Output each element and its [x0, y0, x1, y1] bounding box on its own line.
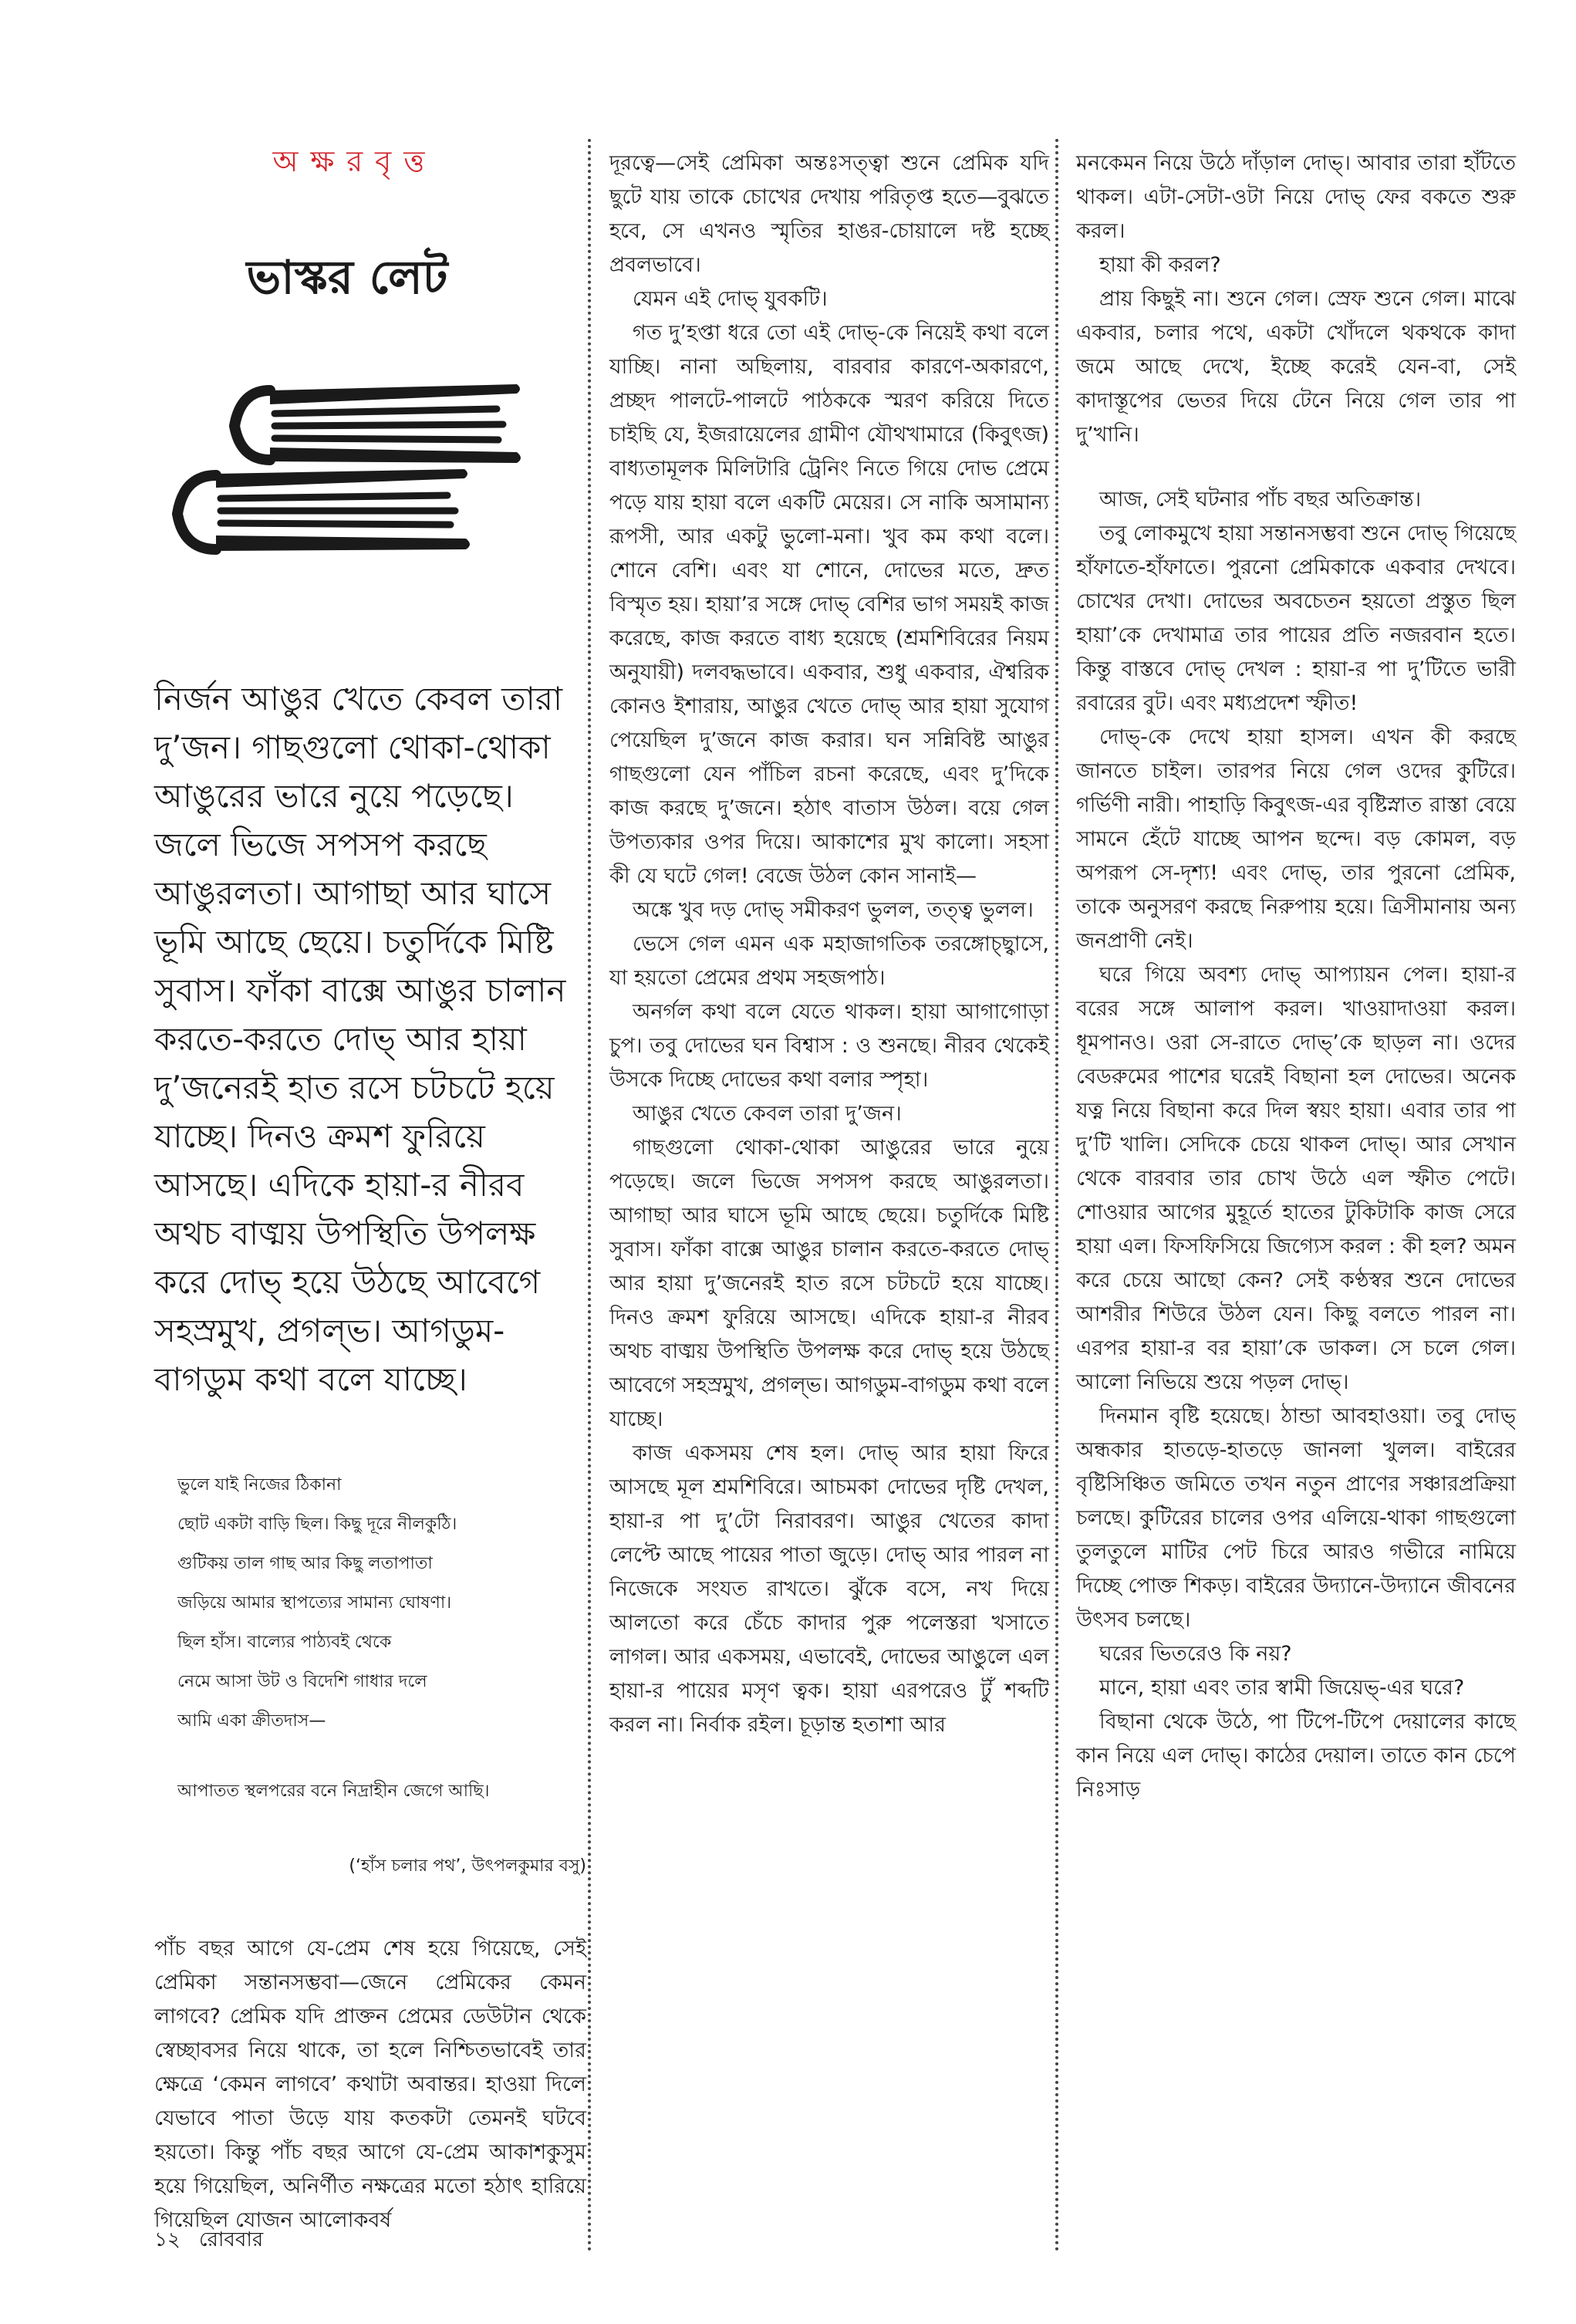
paragraph: ঘরের ভিতরেও কি নয়? [1099, 1642, 1292, 1666]
paragraph: তবু লোকমুখে হায়া সন্তানসম্ভবা শুনে দোভ্ গিয়েছে হাঁফাতে-হাঁফাতে। পুরনো প্রেমিকাকে একবার দেখবে। চোখের দেখা। দোভের অবচেতন হয়তো প্রস্তুত ছিল হায়া’কে দেখামাত্র তার পায়ের প্রতি নজরবান হতে। কিন্তু বাস্তবে দোভ্ দেখল : হায়া-র পা দু’টিতে ভারী রবারের বুট। এবং মধ্যপ্রদেশ স্ফীত! [1076, 522, 1516, 715]
poem-line: আমি একা ক্রীতদাস— [177, 1711, 326, 1731]
column-1 [154, 139, 586, 2238]
paragraph: কাজ একসময় শেষ হল। দোভ্ আর হায়া ফিরে আসছে মূল শ্রমশিবিরে। আচমকা দোভের দৃষ্টি দেখল, হায়া-র পা দু’টো নিরাবরণ। আঙুর খেতের কাদা লেপ্টে আছে পায়ের পাতা জুড়ে। দোভ্ আর পারল না নিজেকে সংযত রাখতে। ঝুঁকে বসে, নখ দিয়ে আলতো করে চেঁচে কাদার পুরু পলেস্তরা খসাতে লাগল। আর একসময়, এভাবেই, দোভের আঙুলে এল হায়া-র পায়ের মসৃণ ত্বক। হায়া এরপরেও টুঁ শব্দটি করল না। নির্বাক রইল। চূড়ান্ত হতাশা আর [609, 1441, 1049, 1737]
poem-quote [177, 1465, 586, 1886]
paragraph: দূরত্বে—সেই প্রেমিকা অন্তঃসত্ত্বা শুনে প্রেমিক যদি ছুটে যায় তাকে চোখের দেখায় পরিতৃপ্ত হতে—বুঝতে হবে, সে এখনও স্মৃতির হাঙর-চোয়ালে দষ্ট হচ্ছে প্রবলভাবে। [609, 151, 1049, 277]
poem-line: ছিল হাঁস। বাল্যের পাঠ্যবই থেকে [177, 1633, 392, 1652]
article-body-col2 [609, 147, 1049, 1742]
column-2 [609, 147, 1049, 1742]
article-body-col1 [154, 1932, 586, 2238]
column-divider [1055, 139, 1058, 2253]
stacked-books-icon [154, 373, 540, 605]
paragraph: যেমন এই দোভ্ যুবকটি। [633, 287, 828, 311]
paragraph: বিছানা থেকে উঠে, পা টিপে-টিপে দেয়ালের কাছে কান নিয়ে এল দোভ্। কাঠের দেয়াল। তাতে কান চেপে নিঃসাড় [1076, 1710, 1516, 1802]
page-number: ১২ [154, 2228, 181, 2251]
paragraph: গাছগুলো থোকা-থোকা আঙুরের ভারে নুয়ে পড়েছে। জলে ভিজে সপসপ করছে আঙুরলতা। আগাছা আর ঘাসে ভূমি আছে ছেয়ে। চতুর্দিকে মিষ্টি সুবাস। ফাঁকা বাক্সে আঙুর চালান করতে-করতে দোভ্ আর হায়া দু’জনেরই হাত রসে চটচটে হয়ে যাচ্ছে। দিনও ক্রমশ ফুরিয়ে আসছে। এদিকে হায়া-র নীরব অথচ বাঙ্ময় উপস্থিতি উপলক্ষ করে দোভ্ হয়ে উঠছে আবেগে সহস্রমুখ, প্রগল্ভ। আগডুম-বাগডুম কথা বলে যাচ্ছে। [609, 1136, 1049, 1431]
author-name: ভাস্কর লেট [246, 251, 448, 305]
column-divider [588, 139, 591, 2253]
paragraph: আজ, সেই ঘটনার পাঁচ বছর অতিক্রান্ত। [1099, 488, 1422, 512]
column-3 [1076, 147, 1516, 1807]
poem-line: গুটিকয় তাল গাছ আর কিছু লতাপাতা [177, 1554, 433, 1573]
paragraph: গত দু’হপ্তা ধরে তো এই দোভ্-কে নিয়েই কথা বলে যাচ্ছি। নানা অছিলায়, বারবার কারণে-অকারণে, প্রচ্ছদ পালটে-পালটে পাঠককে স্মরণ করিয়ে দিতে চাইছি যে, ইজরায়েলের গ্রামীণ যৌথখামারে (কিবুৎজ) বাধ্যতামূলক মিলিটারি ট্রেনিং নিতে গিয়ে দোভ প্রেমে পড়ে যায় হায়া বলে একটি মেয়ের। সে নাকি অসামান্য রূপসী, আর একটু ভুলো-মনা। খুব কম কথা বলে। শোনে বেশি। এবং যা শোনে, দোভের মতে, দ্রুত বিস্মৃত হয়। হায়া’র সঙ্গে দোভ্ বেশির ভাগ সময়ই কাজ করেছে, কাজ করতে বাধ্য হয়েছে (শ্রমশিবিরের নিয়ম অনুযায়ী) দলবদ্ধভাবে। একবার, শুধু একবার, ঐশ্বরিক কোনও ইশারায়, আঙুর খেতে দোভ্ আর হায়া সুযোগ পেয়েছিল দু’জনে কাজ করার। ঘন সন্নিবিষ্ট আঙুর গাছগুলো যেন পাঁচিল রচনা করেছে, এবং দু’দিকে কাজ করছে দু’জনে। হঠাৎ বাতাস উঠল। বয়ে গেল উপত্যকার ওপর দিয়ে। আকাশের মুখ কালো। সহসা কী যে ঘটে গেল! বেজে উঠল কোন সানাই— [609, 321, 1049, 888]
paragraph: ঘরে গিয়ে অবশ্য দোভ্ আপ্যায়ন পেল। হায়া-র বরের সঙ্গে আলাপ করল। খাওয়াদাওয়া করল। ধূমপানও। ওরা সে-রাতে দোভ্’কে ছাড়ল না। ওদের বেডরুমের পাশের ঘরেই বিছানা হল দোভের। অনেক যত্ন নিয়ে বিছানা করে দিল স্বয়ং হায়া। এবার তার পা দু’টি খালি। সেদিকে চেয়ে থাকল দোভ্। আর সেখান থেকে বারবার তার চোখ উঠে এল স্ফীত পেটে। শোওয়ার আগের মুহূর্তে হাতের টুকিটাকি কাজ সেরে হায়া এল। ফিসফিসিয়ে জিগ্যেস করল : কী হল? অমন করে চেয়ে আছো কেন? সেই কণ্ঠস্বর শুনে দোভের আশরীর শিউরে উঠল যেন। কিছু বলতে পারল না। এরপর হায়া-র বর হায়া’কে ডাকল। সে চলে গেল। আলো নিভিয়ে শুয়ে পড়ল দোভ্। [1076, 963, 1516, 1394]
paragraph: আঙুর খেতে কেবল তারা দু’জন। [633, 1102, 902, 1126]
poem-line: আপাতত স্থলপরের বনে নিদ্রাহীন জেগে আছি। [177, 1782, 490, 1801]
paragraph: ভেসে গেল এমন এক মহাজাগতিক তরঙ্গোচ্ছ্বাসে, যা হয়তো প্রেমের প্রথম সহজপাঠ। [609, 932, 1049, 990]
page-footer [154, 2224, 275, 2258]
paragraph: অনর্গল কথা বলে যেতে থাকল। হায়া আগাগোড়া চুপ। তবু দোভের ঘন বিশ্বাস : ও শুনছে। নীরব থেকেই উসকে দিচ্ছে দোভের কথা বলার স্পৃহা। [609, 1000, 1049, 1092]
paragraph: দোভ্-কে দেখে হায়া হাসল। এখন কী করছে জানতে চাইল। তারপর নিয়ে গেল ওদের কুটিরে। গর্ভিণী নারী। পাহাড়ি কিবুৎজ-এর বৃষ্টিস্নাত রাস্তা বেয়ে সামনে হেঁটে যাচ্ছে আপন ছন্দে। বড় কোমল, বড় অপরূপ সে-দৃশ্য! এবং দোভ্, তার পুরনো প্রেমিক, তাকে অনুসরণ করছে নিরুপায় হয়ে। ত্রিসীমানায় অন্য জনপ্রাণী নেই। [1076, 725, 1516, 953]
section-label: অক্ষরবৃত্ত [272, 144, 437, 178]
paragraph: হায়া কী করল? [1099, 253, 1221, 277]
lead-paragraph [154, 674, 586, 1404]
paragraph: পাঁচ বছর আগে যে-প্রেম শেষ হয়ে গিয়েছে, সেই প্রেমিকা সন্তানসম্ভবা—জেনে প্রেমিকের কেমন লাগবে? প্রেমিক যদি প্রাক্তন প্রেমের ডেউটান থেকে স্বেচ্ছাবসর নিয়ে থাকে, তা হলে নিশ্চিতভাবেই তার ক্ষেত্রে ‘কেমন লাগবে’ কথাটা অবান্তর। হাওয়া দিলে যেভাবে পাতা উড়ে যায় কতকটা তেমনই ঘটবে হয়তো। কিন্তু পাঁচ বছর আগে যে-প্রেম আকাশকুসুম হয়ে গিয়েছিল, অনির্ণীত নক্ষত্রের মতো হঠাৎ হারিয়ে গিয়েছিল যোজন আলোকবর্ষ [154, 1937, 586, 2232]
poem-line: নেমে আসা উট ও বিদেশি গাধার দলে [177, 1672, 427, 1691]
lead-text: নির্জন আঙুর খেতে কেবল তারা দু’জন। গাছগুলো থোকা-থোকা আঙুরের ভারে নুয়ে পড়েছে। জলে ভিজে সপসপ করছে আঙুরলতা। আগাছা আর ঘাসে ভূমি আছে ছেয়ে। চতুর্দিকে মিষ্টি সুবাস। ফাঁকা বাক্সে আঙুর চালান করতে-করতে দোভ্ আর হায়া দু’জনেরই হাত রসে চটচটে হয়ে যাচ্ছে। দিনও ক্রমশ ফুরিয়ে আসছে। এদিকে হায়া-র নীরব অথচ বাঙ্ময় উপস্থিতি উপলক্ষ করে দোভ্ হয়ে উঠছে আবেগে সহস্রমুখ, প্রগল্ভ। আগডুম-বাগডুম কথা বলে যাচ্ছে। [154, 680, 566, 1398]
paragraph: দিনমান বৃষ্টি হয়েছে। ঠান্ডা আবহাওয়া। তবু দোভ্ অন্ধকার হাতড়ে-হাতড়ে জানলা খুলল। বাইরের বৃষ্টিসিঞ্চিত জমিতে তখন নতুন প্রাণের সঞ্চারপ্রক্রিয়া চলছে। কুটিরের চালের ওপর এলিয়ে-থাকা গাছগুলো তুলতুলে মাটির পেট চিরে আরও গভীরে নামিয়ে দিচ্ছে পোক্ত শিকড়। বাইরের উদ্যানে-উদ্যানে জীবনের উৎসব চলছে। [1076, 1404, 1516, 1632]
paragraph: মানে, হায়া এবং তার স্বামী জিয়েভ্-এর ঘরে? [1099, 1676, 1465, 1700]
paragraph: প্রায় কিছুই না। শুনে গেল। স্রেফ শুনে গেল। মাঝে একবার, চলার পথে, একটা খোঁদলে থকথকে কাদা জমে আছে দেখে, ইচ্ছে করেই যেন-বা, সেই কাদাস্তূপের ভেতর দিয়ে টেনে নিয়ে গেল তার পা দু’খানি। [1076, 287, 1516, 447]
article-body-col3 [1076, 147, 1516, 1807]
poem-line: ভুলে যাই নিজের ঠিকানা [177, 1475, 342, 1495]
poem-source: (‘হাঁস চলার পথ’, উৎপলকুমার বসু) [349, 1856, 586, 1876]
paragraph: অঙ্কে খুব দড় দোভ্ সমীকরণ ভুলল, তত্ত্ব ভুলল। [633, 898, 1034, 922]
poem-line: ছোট একটা বাড়ি ছিল। কিছু দূরে নীলকুঠি। [177, 1515, 457, 1534]
magazine-name: রোববার [199, 2228, 264, 2251]
poem-line: জড়িয়ে আমার স্থাপত্যের সামান্য ঘোষণা। [177, 1593, 452, 1613]
paragraph: মনকেমন নিয়ে উঠে দাঁড়াল দোভ্। আবার তারা হাঁটতে থাকল। এটা-সেটা-ওটা নিয়ে দোভ্ ফের বকতে শুরু করল। [1076, 151, 1516, 243]
